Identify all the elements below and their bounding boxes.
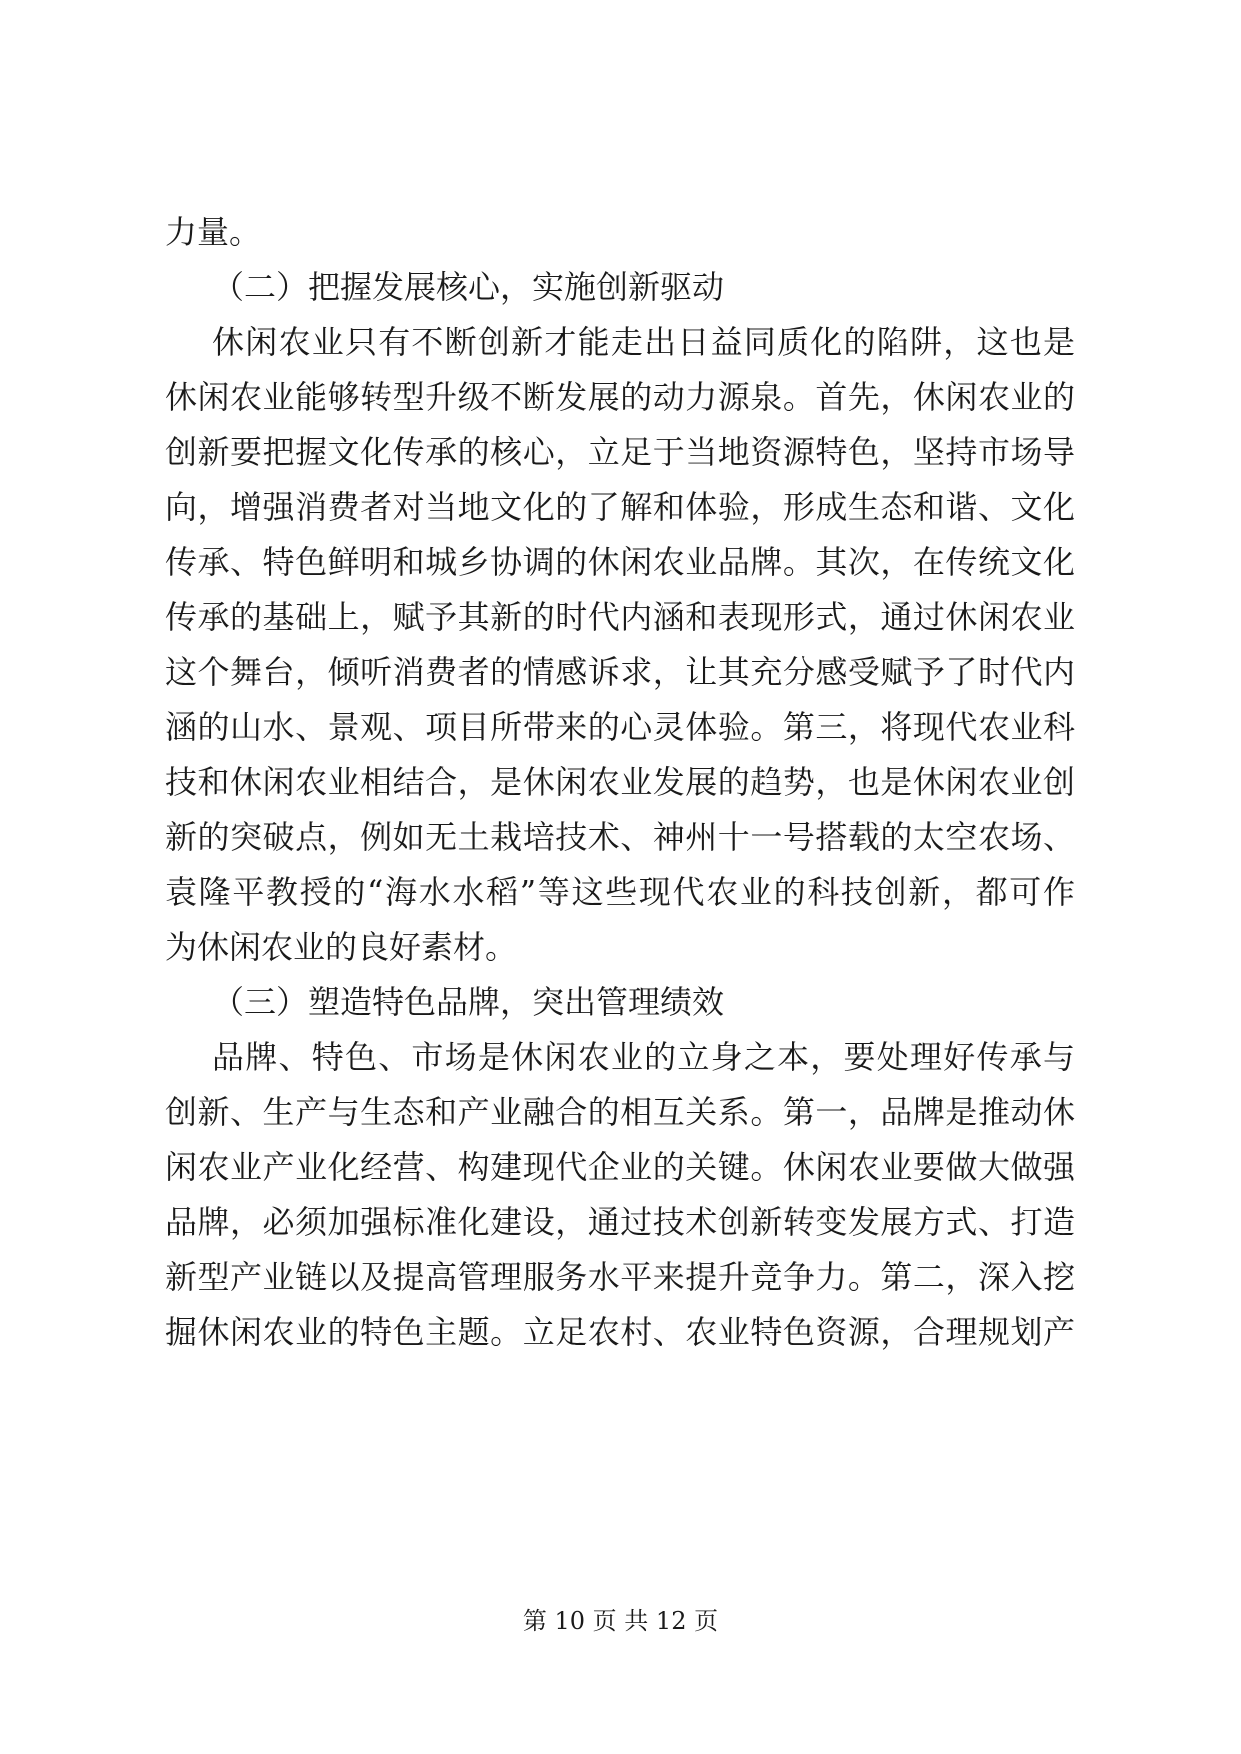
text-line: 传承、特色鲜明和城乡协调的休闲农业品牌。其次，在传统文化 [165,543,1075,581]
paragraph-first-line: 品牌、特色、市场是休闲农业的立身之本，要处理好传承与 [212,1038,1075,1076]
text-line: 掘休闲农业的特色主题。立足农村、农业特色资源，合理规划产 [165,1313,1075,1351]
section-heading: （三）塑造特色品牌，突出管理绩效 [212,983,725,1021]
text-line: 传承的基础上，赋予其新的时代内涵和表现形式，通过休闲农业 [165,598,1075,636]
text-line: 创新要把握文化传承的核心，立足于当地资源特色，坚持市场导 [165,433,1075,471]
text-line: 闲农业产业化经营、构建现代企业的关键。休闲农业要做大做强 [165,1148,1075,1186]
text-line: 品牌，必须加强标准化建设，通过技术创新转变发展方式、打造 [165,1203,1075,1241]
text-line: 涵的山水、景观、项目所带来的心灵体验。第三，将现代农业科 [165,708,1075,746]
text-line: 创新、生产与生态和产业融合的相互关系。第一，品牌是推动休 [165,1093,1075,1131]
text-line: 新的突破点，例如无土栽培技术、神州十一号搭载的太空农场、 [165,818,1075,856]
text-line: 这个舞台，倾听消费者的情感诉求，让其充分感受赋予了时代内 [165,653,1075,691]
text-line: 袁隆平教授的“海水水稻”等这些现代农业的科技创新，都可作 [165,873,1075,911]
text-line: 休闲农业能够转型升级不断发展的动力源泉。首先，休闲农业的 [165,378,1075,416]
section-heading: （二）把握发展核心，实施创新驱动 [212,268,725,306]
text-line: 向，增强消费者对当地文化的了解和体验，形成生态和谐、文化 [165,488,1075,526]
text-line: 力量。 [165,213,262,251]
text-line: 为休闲农业的良好素材。 [165,928,518,966]
page-number-footer: 第 10 页 共 12 页 [522,1607,719,1635]
text-line: 新型产业链以及提高管理服务水平来提升竞争力。第二，深入挖 [165,1258,1075,1296]
text-line: 技和休闲农业相结合，是休闲农业发展的趋势，也是休闲农业创 [165,763,1075,801]
paragraph-first-line: 休闲农业只有不断创新才能走出日益同质化的陷阱，这也是 [212,323,1075,361]
